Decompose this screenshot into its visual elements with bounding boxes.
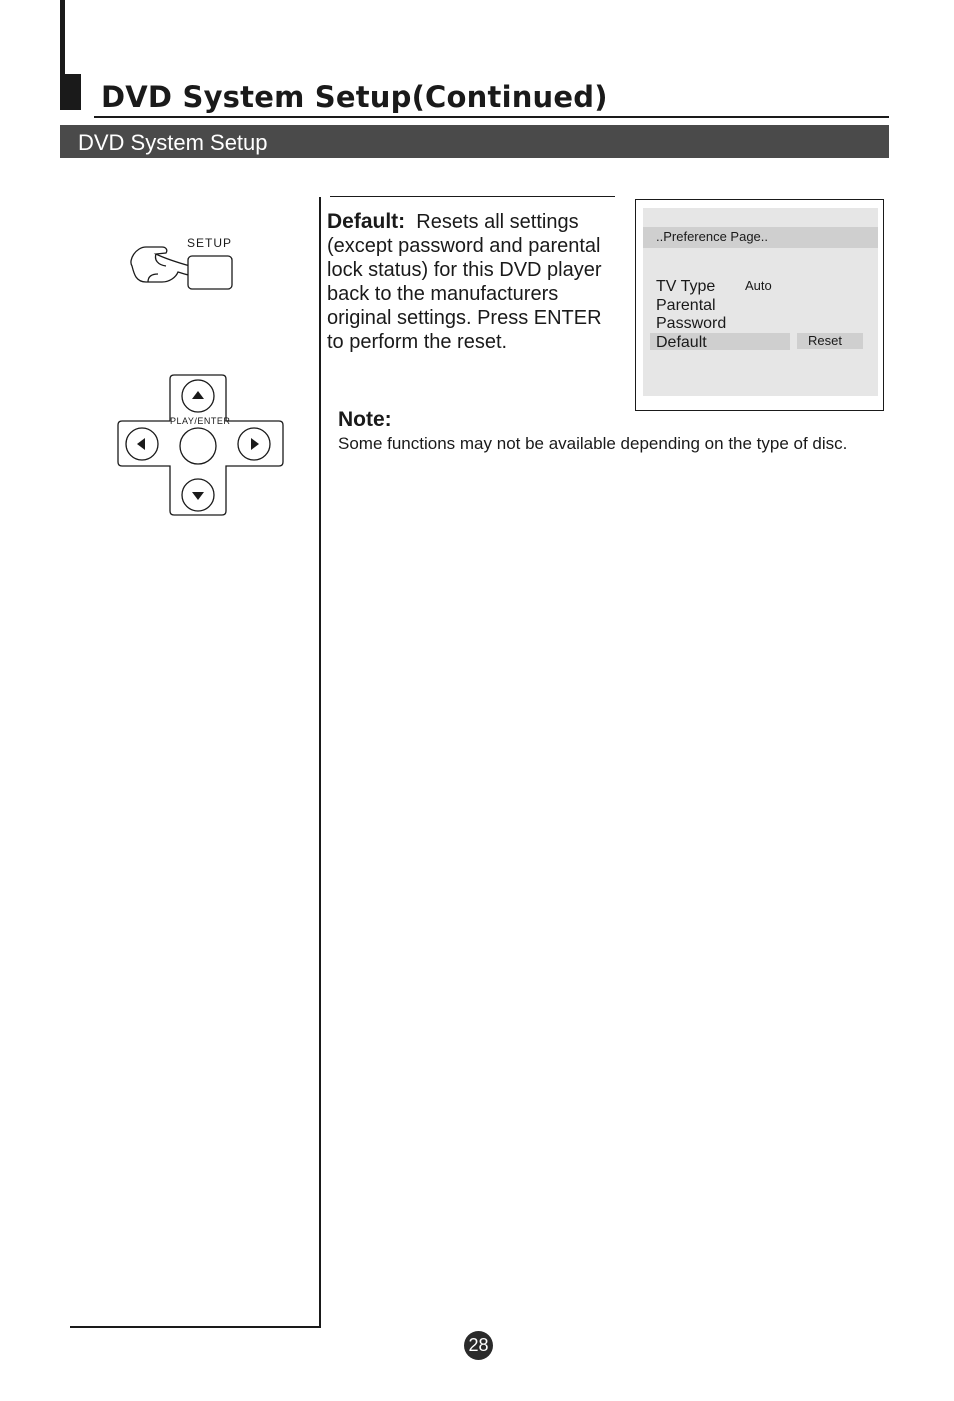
header-accent-block xyxy=(60,74,81,110)
osd-menu-item-password[interactable]: Password xyxy=(656,315,727,332)
osd-header-text: ..Preference Page.. xyxy=(656,229,769,244)
setup-button-key xyxy=(188,256,232,289)
osd-tv-type-value: Auto xyxy=(745,278,772,293)
title-rule xyxy=(94,116,889,118)
bottom-rule xyxy=(70,1326,321,1328)
up-arrow-icon xyxy=(182,380,214,412)
note-title: Note: xyxy=(338,408,392,431)
note-text: Some functions may not be available depending on the type of disc. xyxy=(338,434,848,453)
pointing-hand-icon xyxy=(131,247,195,282)
page-number-badge: 28 xyxy=(464,1331,493,1360)
column-divider xyxy=(319,197,321,1328)
section-title: DVD System Setup xyxy=(78,130,268,155)
dpad-illustration xyxy=(116,372,284,518)
osd-menu-item-parental[interactable]: Parental xyxy=(656,297,716,314)
enter-center-button xyxy=(180,428,216,464)
text-top-rule xyxy=(330,196,615,197)
osd-menu-item-default[interactable]: Default xyxy=(656,334,707,351)
right-arrow-icon xyxy=(238,428,270,460)
osd-reset-option[interactable]: Reset xyxy=(808,333,842,348)
setup-button-illustration xyxy=(126,244,238,294)
default-description xyxy=(327,210,622,354)
osd-menu-item-tv-type[interactable]: TV Type xyxy=(656,278,716,295)
setup-button-label: SETUP xyxy=(187,236,233,250)
left-arrow-icon xyxy=(126,428,158,460)
down-arrow-icon xyxy=(182,479,214,511)
default-lead: Default: xyxy=(327,210,406,233)
dpad-label: PLAY/ENTER xyxy=(170,416,231,426)
default-body: Resets all settings (except password and parental lock status) for this DVD player back to the manufacturers original settings. Press ENTER to perform the reset. xyxy=(327,211,602,353)
page-title: DVD System Setup(Continued) xyxy=(101,80,608,114)
